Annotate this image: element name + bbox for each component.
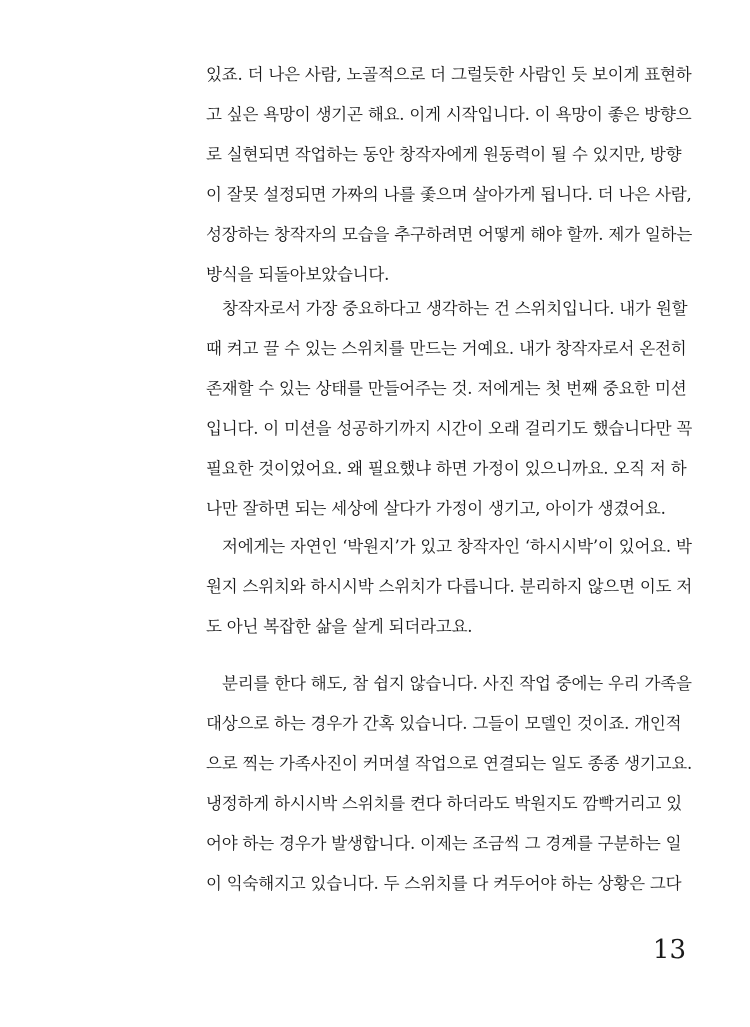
text-line: 나만 잘하면 되는 세상에 살다가 가정이 생기고, 아이가 생겼어요.: [206, 499, 666, 518]
text-line: 으로 찍는 가족사진이 커머셜 작업으로 연결되는 일도 종종 생기고요.: [206, 754, 693, 773]
text-line: 원지 스위치와 하시시박 스위치가 다릅니다. 분리하지 않으면 이도 저: [206, 577, 693, 596]
text-line: 냉정하게 하시시박 스위치를 켠다 하더라도 박원지도 깜빡거리고 있: [206, 794, 683, 813]
text-line: 도 아닌 복잡한 삶을 살게 되더라고요.: [206, 617, 473, 636]
text-line: 성장하는 창작자의 모습을 추구하려면 어떻게 해야 할까. 제가 일하는: [206, 225, 693, 244]
text-line: 분리를 한다 해도, 참 쉽지 않습니다. 사진 작업 중에는 우리 가족을: [222, 674, 692, 693]
text-line: 입니다. 이 미션을 성공하기까지 시간이 오래 걸리기도 했습니다만 꼭: [206, 419, 693, 438]
text-line: 필요한 것이었어요. 왜 필요했냐 하면 가정이 있으니까요. 오직 저 하: [206, 459, 687, 478]
text-line: 있죠. 더 나은 사람, 노골적으로 더 그럴듯한 사람인 듯 보이게 표현하: [206, 65, 692, 84]
paragraph-1: [206, 55, 693, 295]
text-line: 어야 하는 경우가 발생합니다. 이제는 조금씩 그 경계를 구분하는 일: [206, 834, 682, 853]
text-line: 때 켜고 끌 수 있는 스위치를 만드는 거예요. 내가 창작자로서 온전히: [206, 339, 687, 358]
text-line: 이 잘못 설정되면 가짜의 나를 좇으며 살아가게 됩니다. 더 나은 사람,: [206, 185, 692, 204]
text-line: 이 익숙해지고 있습니다. 두 스위치를 다 켜두어야 하는 상황은 그다: [206, 874, 682, 893]
paragraph-3: [206, 527, 693, 647]
paragraph-4: [206, 664, 693, 904]
page-number: 13: [652, 935, 686, 965]
text-line: 방식을 되돌아보았습니다.: [206, 265, 390, 284]
text-line: 로 실현되면 작업하는 동안 창작자에게 원동력이 될 수 있지만, 방향: [206, 145, 682, 164]
text-line: 창작자로서 가장 중요하다고 생각하는 건 스위치입니다. 내가 원할: [222, 299, 688, 318]
text-line: 존재할 수 있는 상태를 만들어주는 것. 저에게는 첫 번째 중요한 미션: [206, 379, 687, 398]
text-line: 고 싶은 욕망이 생기곤 해요. 이게 시작입니다. 이 욕망이 좋은 방향으: [206, 105, 692, 124]
paragraph-2: [206, 289, 693, 529]
text-line: 대상으로 하는 경우가 간혹 있습니다. 그들이 모델인 것이죠. 개인적: [206, 714, 682, 733]
text-line: 저에게는 자연인 ‘박원지’가 있고 창작자인 ‘하시시박’이 있어요. 박: [222, 537, 692, 556]
